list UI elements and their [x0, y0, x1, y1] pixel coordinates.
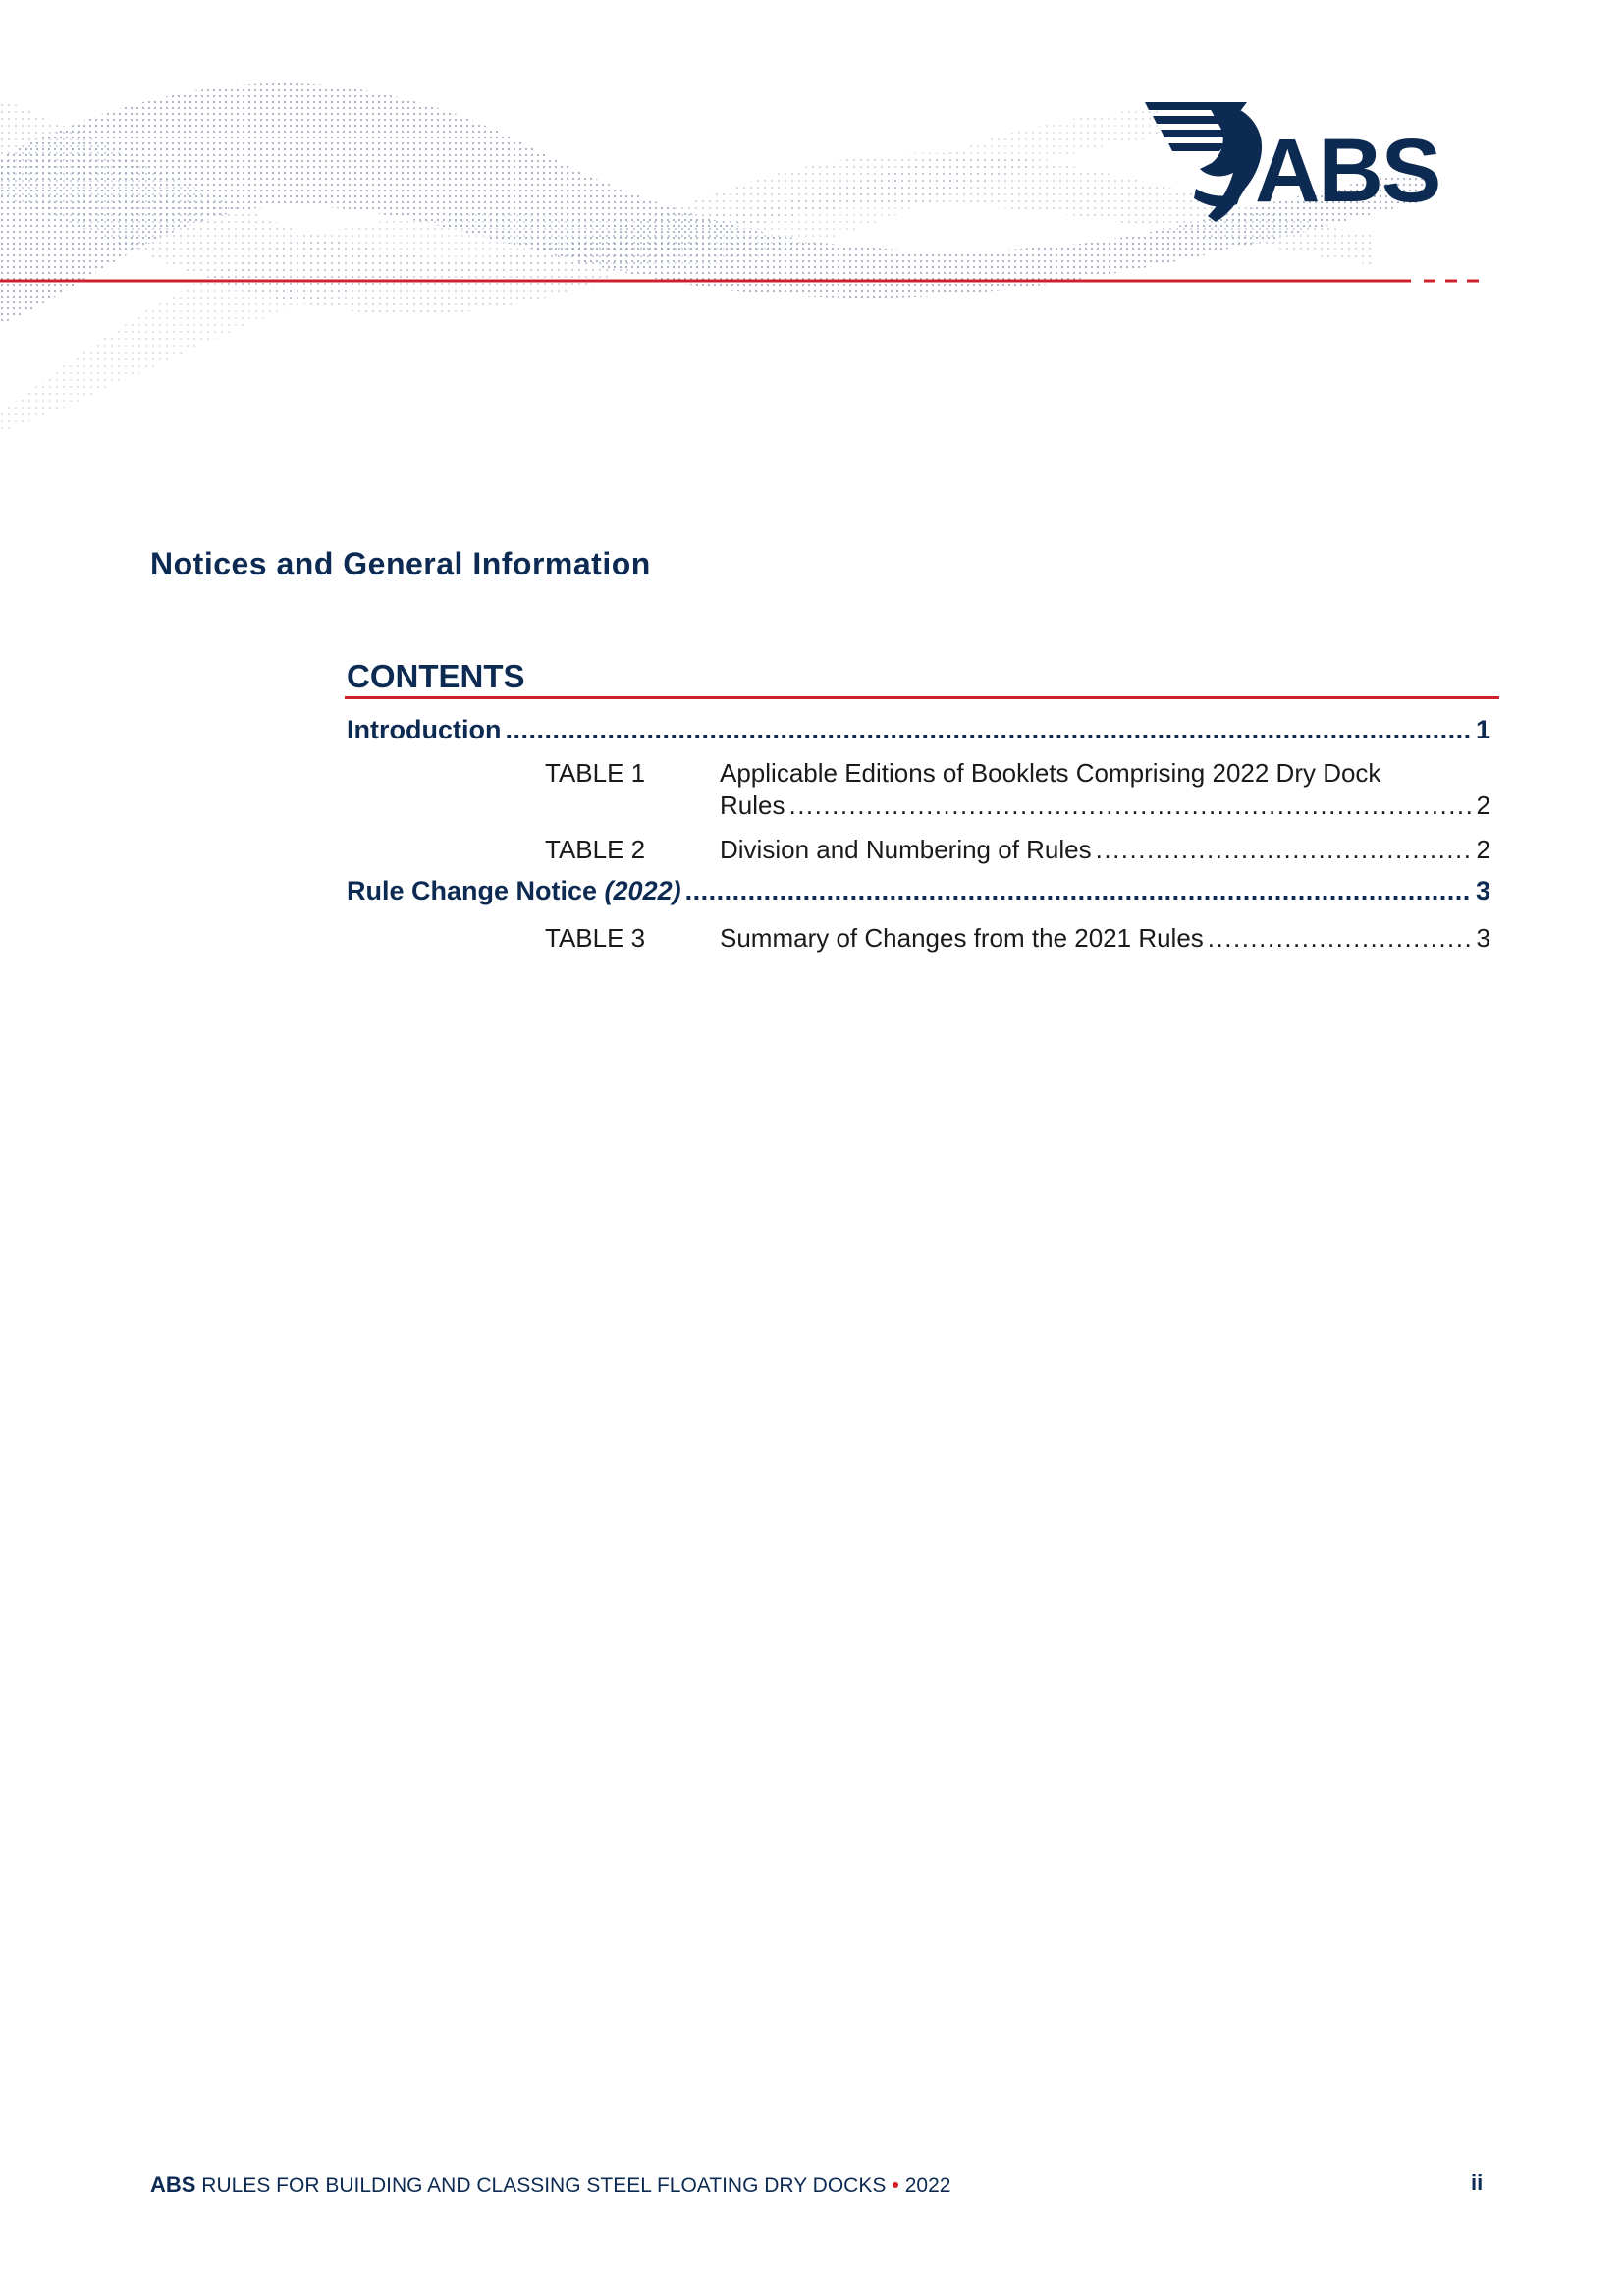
toc-leader-dots: [685, 876, 1472, 906]
toc-table3-label: TABLE 3: [545, 923, 646, 953]
toc-entry-title: Division and Numbering of Rules: [720, 835, 1092, 864]
toc-entry-introduction[interactable]: [347, 715, 1490, 745]
toc-leader-dots: [788, 791, 1472, 821]
footer-separator: •: [892, 2174, 899, 2197]
toc-table1-label: TABLE 1: [545, 758, 646, 788]
toc-page-number: 2: [1476, 835, 1490, 864]
toc-entry-title: Rules: [720, 791, 785, 820]
toc-entry-title: Introduction: [347, 715, 502, 744]
footer-brand: ABS: [150, 2172, 196, 2197]
toc-leader-dots: [505, 715, 1472, 745]
toc-entry-table2[interactable]: [720, 835, 1490, 865]
abs-logo-text: ABS: [1255, 121, 1440, 221]
toc-entry-table1[interactable]: [720, 791, 1490, 821]
toc-entry-title-text: Rule Change Notice: [347, 876, 605, 905]
toc-entry-rule-change-notice[interactable]: [347, 876, 1490, 906]
toc-entry-table3[interactable]: [720, 923, 1490, 954]
toc-table1-title-line1[interactable]: Applicable Editions of Booklets Comprising 2022 Dry Dock: [720, 758, 1381, 788]
toc-entry-title: [347, 876, 681, 906]
page-number: ii: [1471, 2170, 1484, 2195]
toc-page-number: 2: [1476, 791, 1490, 820]
toc-table2-label: TABLE 2: [545, 835, 646, 864]
toc-page-number: 3: [1476, 923, 1490, 953]
toc-page-number: 1: [1475, 715, 1490, 744]
toc-page-number: 3: [1475, 876, 1490, 905]
toc-leader-dots: [1208, 923, 1473, 954]
footer-year: 2022: [904, 2174, 951, 2197]
toc-entry-title-year: (2022): [604, 876, 681, 905]
contents-divider: [345, 696, 1499, 699]
footer-title: RULES FOR BUILDING AND CLASSING STEEL FLOATING DRY DOCKS: [201, 2174, 887, 2197]
toc-entry-title: Summary of Changes from the 2021 Rules: [720, 923, 1204, 953]
contents-heading: CONTENTS: [347, 658, 525, 694]
page-footer: [150, 2172, 950, 2198]
page-title: Notices and General Information: [150, 546, 651, 581]
toc-leader-dots: [1096, 835, 1473, 865]
